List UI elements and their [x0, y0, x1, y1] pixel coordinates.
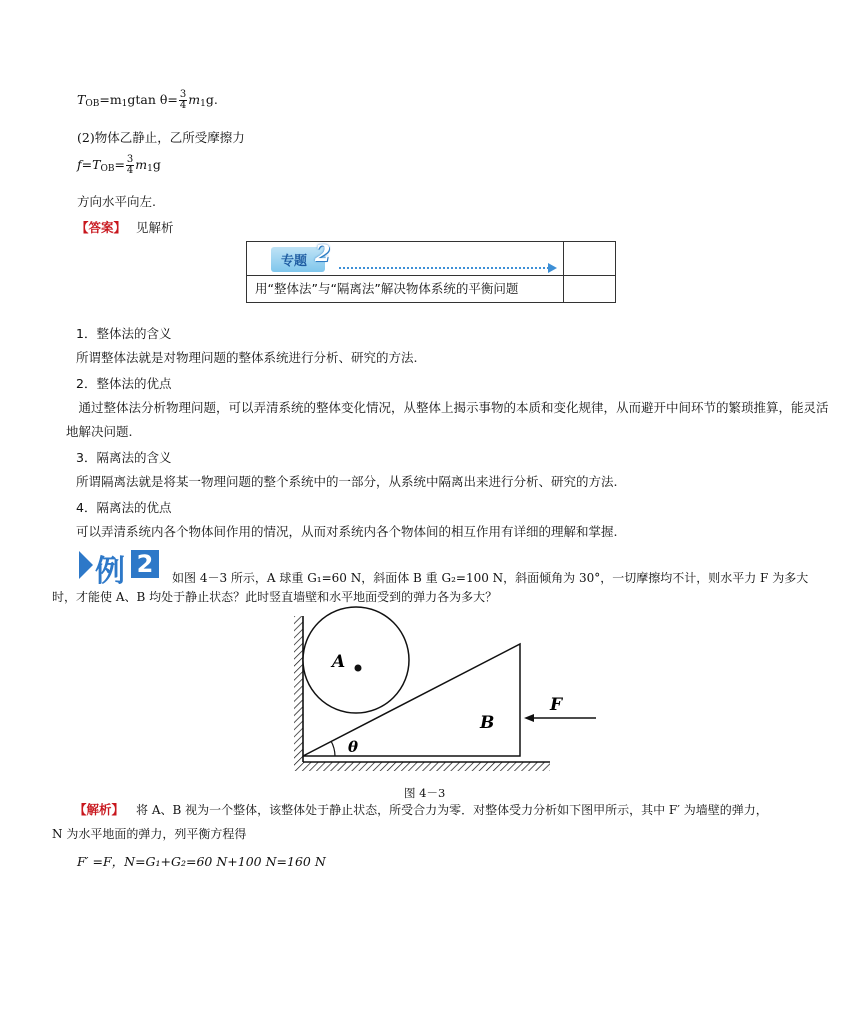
- formula-text: =: [114, 157, 125, 172]
- section-heading: 3．隔离法的含义: [76, 450, 172, 465]
- answer-label: 【答案】: [76, 220, 127, 235]
- fraction-denominator: 4: [126, 165, 134, 176]
- formula-symbol: T: [77, 92, 86, 107]
- formula-symbol: m: [188, 92, 201, 107]
- formula-text: =m: [99, 92, 122, 107]
- label-f: F: [550, 695, 563, 715]
- example-badge-number: 2: [131, 550, 159, 578]
- ball-a: [303, 607, 409, 713]
- section-body: 所谓整体法就是对物理问题的整体系统进行分析、研究的方法.: [76, 350, 418, 365]
- arrow-icon: [339, 267, 549, 269]
- section-heading: 1．整体法的含义: [76, 326, 172, 341]
- formula-subscript: 1: [147, 164, 153, 174]
- figure-caption: 图 4－3: [404, 786, 446, 800]
- solution-text: 将 A、B 视为一个整体，该整体处于静止状态，所受合力为零．对整体受力分析如下图甲所示，其中 F′ 为墙壁的弹力，: [136, 803, 768, 817]
- topic-tag-label: 专题: [271, 247, 325, 272]
- fraction-numerator: 3: [179, 89, 187, 100]
- formula-friction: [77, 155, 161, 176]
- example-question-line2: 时，才能使 A、B 均处于静止状态？此时竖直墙壁和水平地面受到的弹力各为多大？: [52, 590, 498, 604]
- formula-subscript: 1: [200, 99, 206, 109]
- formula-text: g.: [205, 92, 218, 107]
- banner-divider: [563, 242, 564, 302]
- fraction: [179, 90, 187, 111]
- label-theta: θ: [348, 738, 359, 756]
- figure-4-3: [286, 610, 563, 780]
- solution-line2: N 为水平地面的弹力，列平衡方程得: [52, 827, 247, 841]
- banner-divider: [247, 275, 615, 276]
- section-heading: 2．整体法的优点: [76, 376, 172, 391]
- example-badge: [79, 548, 161, 589]
- example-badge-char: 例: [95, 554, 125, 589]
- formula-symbol: f=T: [77, 157, 101, 172]
- ground-hatch: [294, 762, 550, 771]
- solution-equation: F′ =F，N=G₁+G₂=60 N+100 N=160 N: [77, 854, 326, 869]
- formula-text: gtan θ=: [127, 92, 178, 107]
- section-heading: 4．隔离法的优点: [76, 500, 172, 515]
- arrow-head-icon: [524, 714, 534, 722]
- formula-subscript: OB: [85, 99, 100, 109]
- chevron-right-icon: [79, 551, 93, 579]
- section-body: 所谓隔离法就是将某一物理问题的整个系统中的一部分，从系统中隔离出来进行分析、研究的方法.: [76, 474, 618, 489]
- label-a: A: [332, 652, 346, 672]
- solution-line1: [74, 800, 768, 818]
- topic-tag-number: 2: [315, 241, 331, 267]
- ball-center-dot: [355, 665, 362, 672]
- solution-label: 【解析】: [74, 802, 125, 817]
- topic-tag: [259, 241, 567, 273]
- section-body: 可以弄清系统内各个物体间作用的情况，从而对系统内各个物体间的相互作用有详细的理解和掌握.: [76, 524, 618, 539]
- wall-hatch: [294, 616, 303, 762]
- topic-title: 用“整体法”与“隔离法”解决物体系统的平衡问题: [255, 281, 519, 296]
- direction-text: 方向水平向左.: [77, 194, 156, 209]
- fraction-denominator: 4: [179, 100, 187, 111]
- answer-text: 见解析: [136, 220, 174, 235]
- formula-text: g: [152, 157, 161, 172]
- fraction-numerator: 3: [126, 154, 134, 165]
- section-body: 通过整体法分析物理问题，可以弄清系统的整体变化情况，从整体上揭示事物的本质和变化规律，从而避开中间环节的繁琐推算，能灵活地解决问题.: [66, 400, 829, 439]
- answer-line: [76, 218, 174, 236]
- example-question-line1: 如图 4－3 所示，A 球重 G₁=60 N，斜面体 B 重 G₂=100 N，斜面倾角为 30°，一切摩擦均不计，则水平力 F 为多大: [172, 571, 809, 585]
- formula-subscript: OB: [100, 164, 115, 174]
- fraction: [126, 155, 134, 176]
- label-b: B: [480, 713, 495, 733]
- formula-t-ob: [77, 90, 218, 111]
- step-2-text: (2)物体乙静止，乙所受摩擦力: [77, 130, 245, 145]
- topic-banner: [246, 241, 616, 303]
- formula-subscript: 1: [121, 99, 128, 109]
- formula-symbol: m: [135, 157, 148, 172]
